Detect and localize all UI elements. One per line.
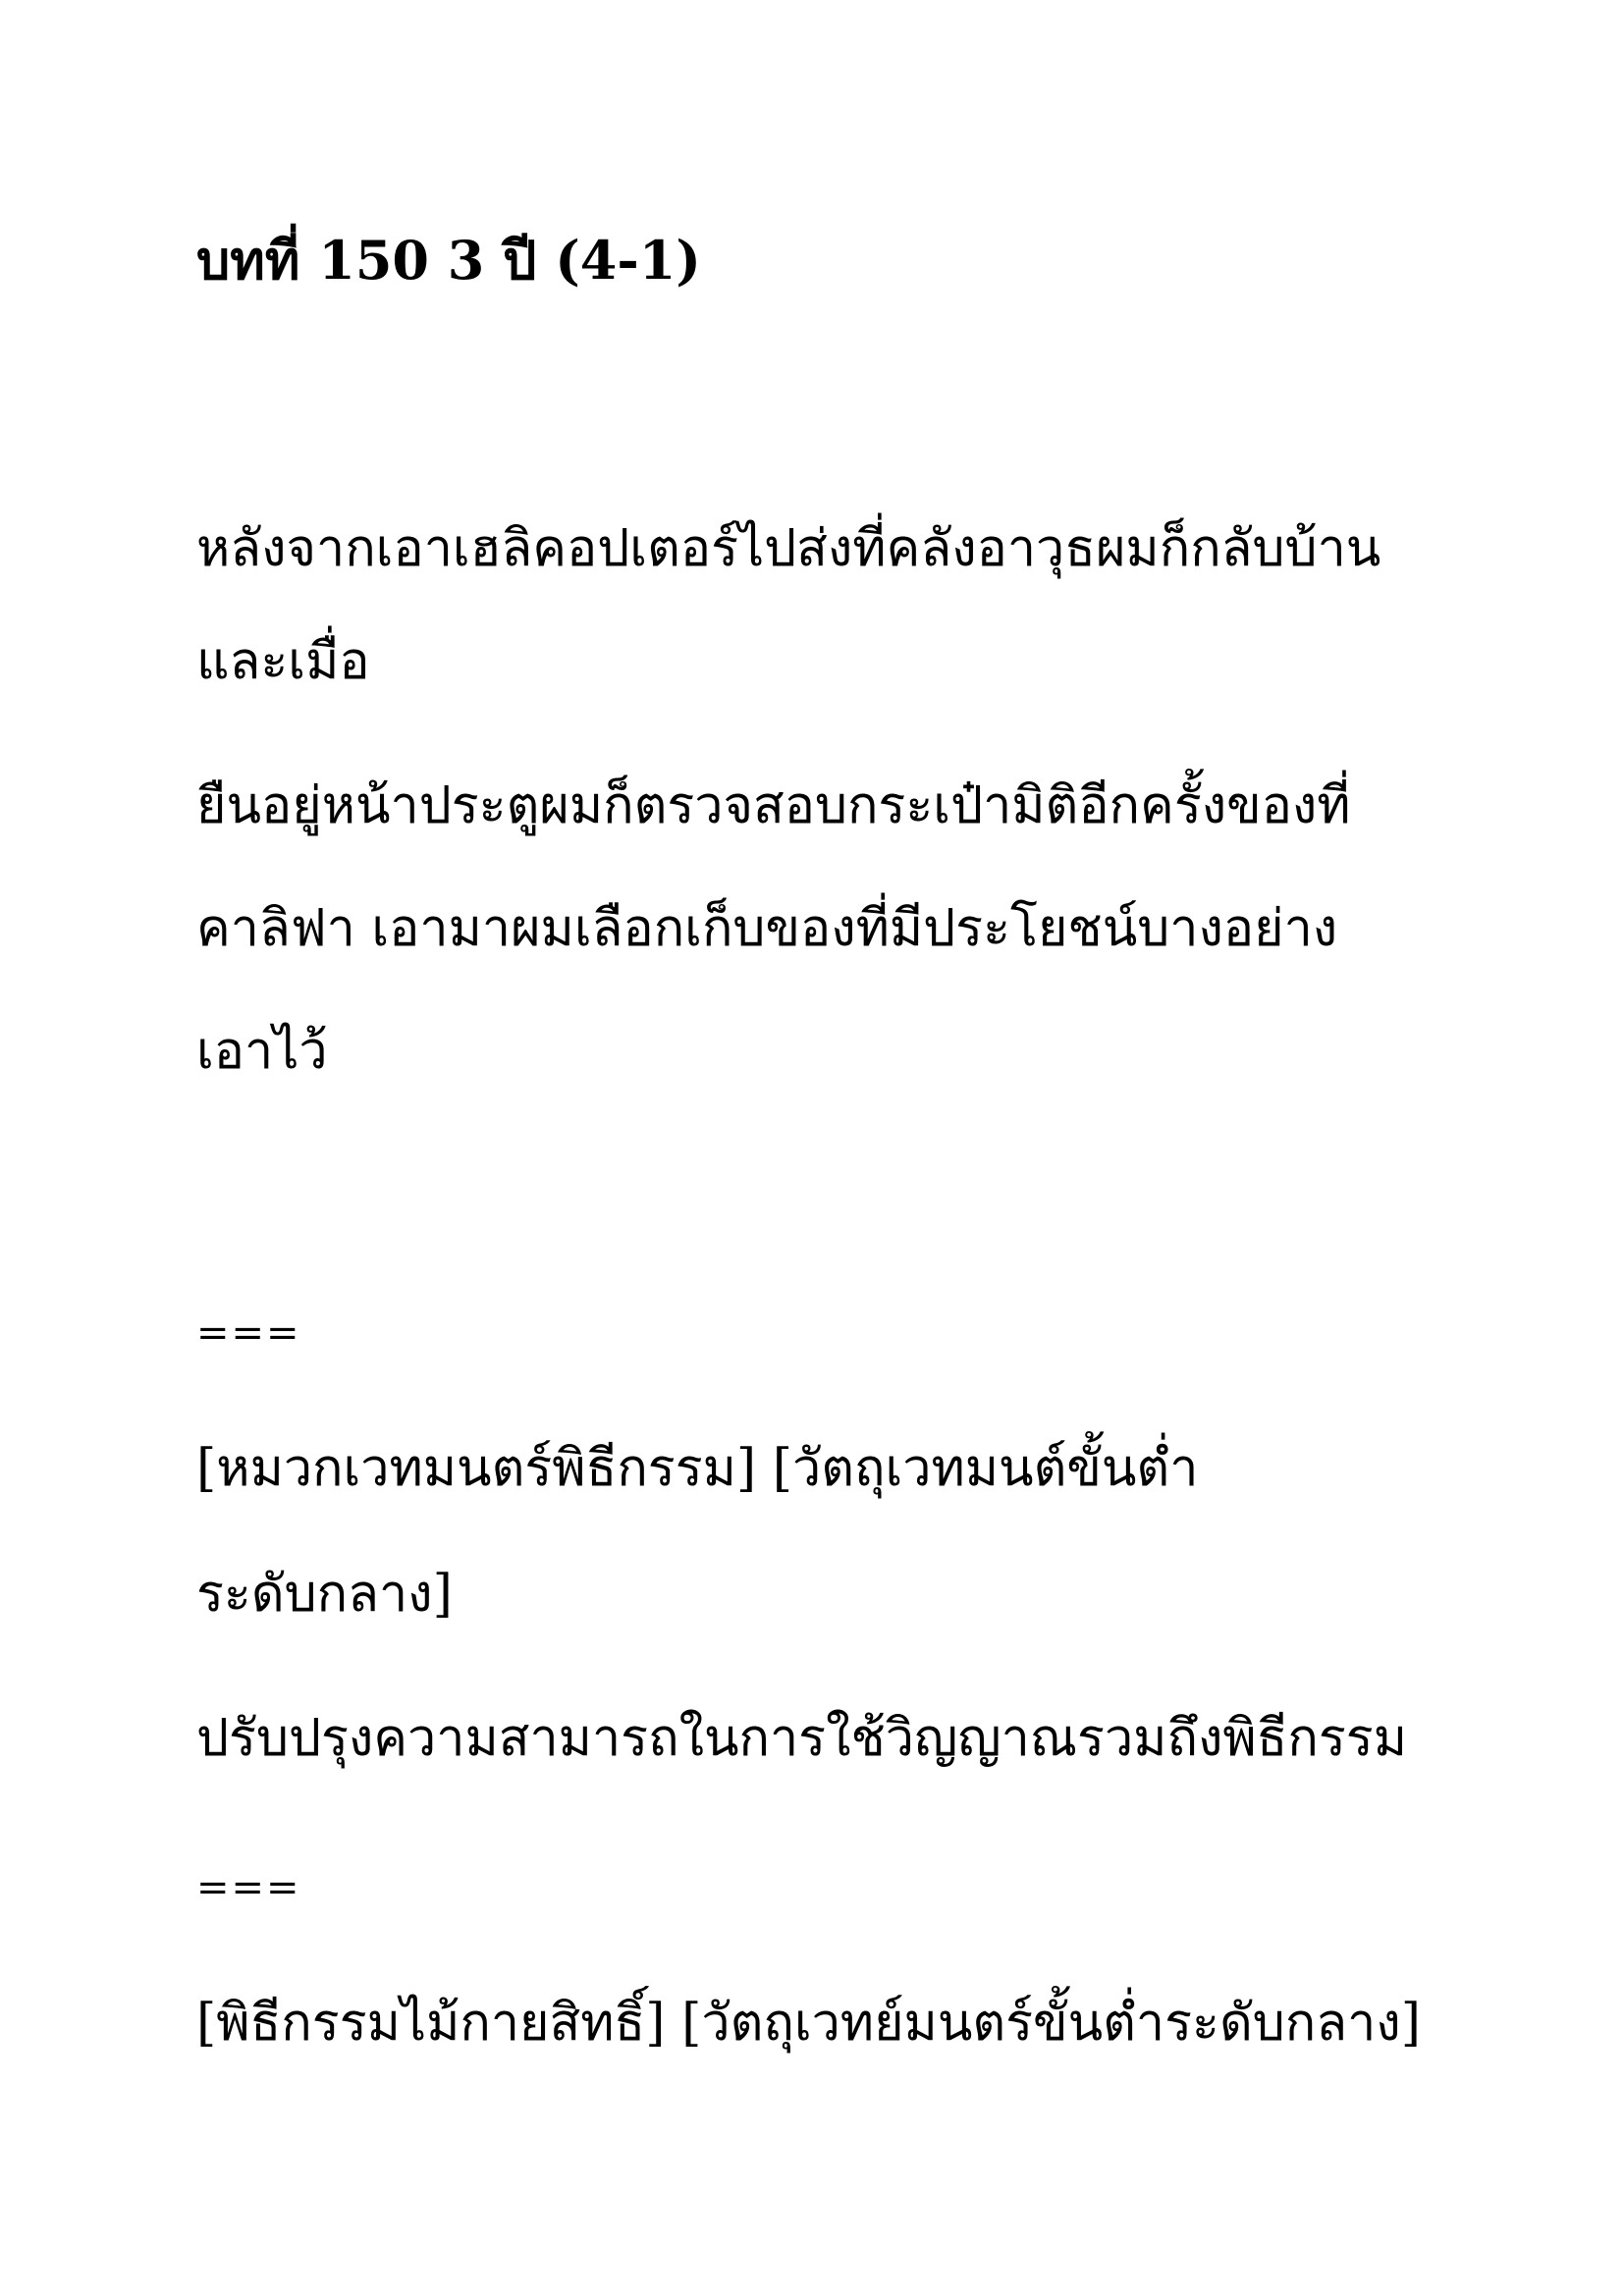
item-1-description: ปรับปรุงความสามารถในการใช้วิญญาณรวมถึงพิธีกรรม — [196, 1709, 1407, 1768]
separator-2: === — [196, 1865, 301, 1910]
chapter-title: บทที่ 150 3 ปี (4-1) — [196, 229, 701, 292]
paragraph-1-line-1: หลังจากเอาเฮลิคอปเตอร์ไปส่งที่คลังอาวุธผมก็กลับบ้าน — [196, 519, 1381, 578]
item-2: [พิธีกรรมไม้กายสิทธิ์] [วัตถุเวทย์มนตร์ขั้นต่ำระดับกลาง] — [196, 1994, 1421, 2053]
separator-1: === — [196, 1310, 301, 1356]
paragraph-2-line-3: เอาไว้ — [196, 1022, 328, 1081]
paragraph-2-line-1: ยืนอยู่หน้าประตูผมก็ตรวจสอบกระเป๋ามิติอีกครั้งของที่ — [196, 776, 1351, 835]
item-1-line-1: [หมวกเวทมนตร์พิธีกรรม] [วัตถุเวทมนต์ขั้นต่ำ — [196, 1439, 1199, 1498]
item-1-line-2: ระดับกลาง] — [196, 1565, 453, 1624]
paragraph-2-line-2: คาลิฟา เอามาผมเลือกเก็บของที่มีประโยชน์บางอย่าง — [196, 899, 1338, 958]
paragraph-1-line-2: และเมื่อ — [196, 632, 370, 691]
